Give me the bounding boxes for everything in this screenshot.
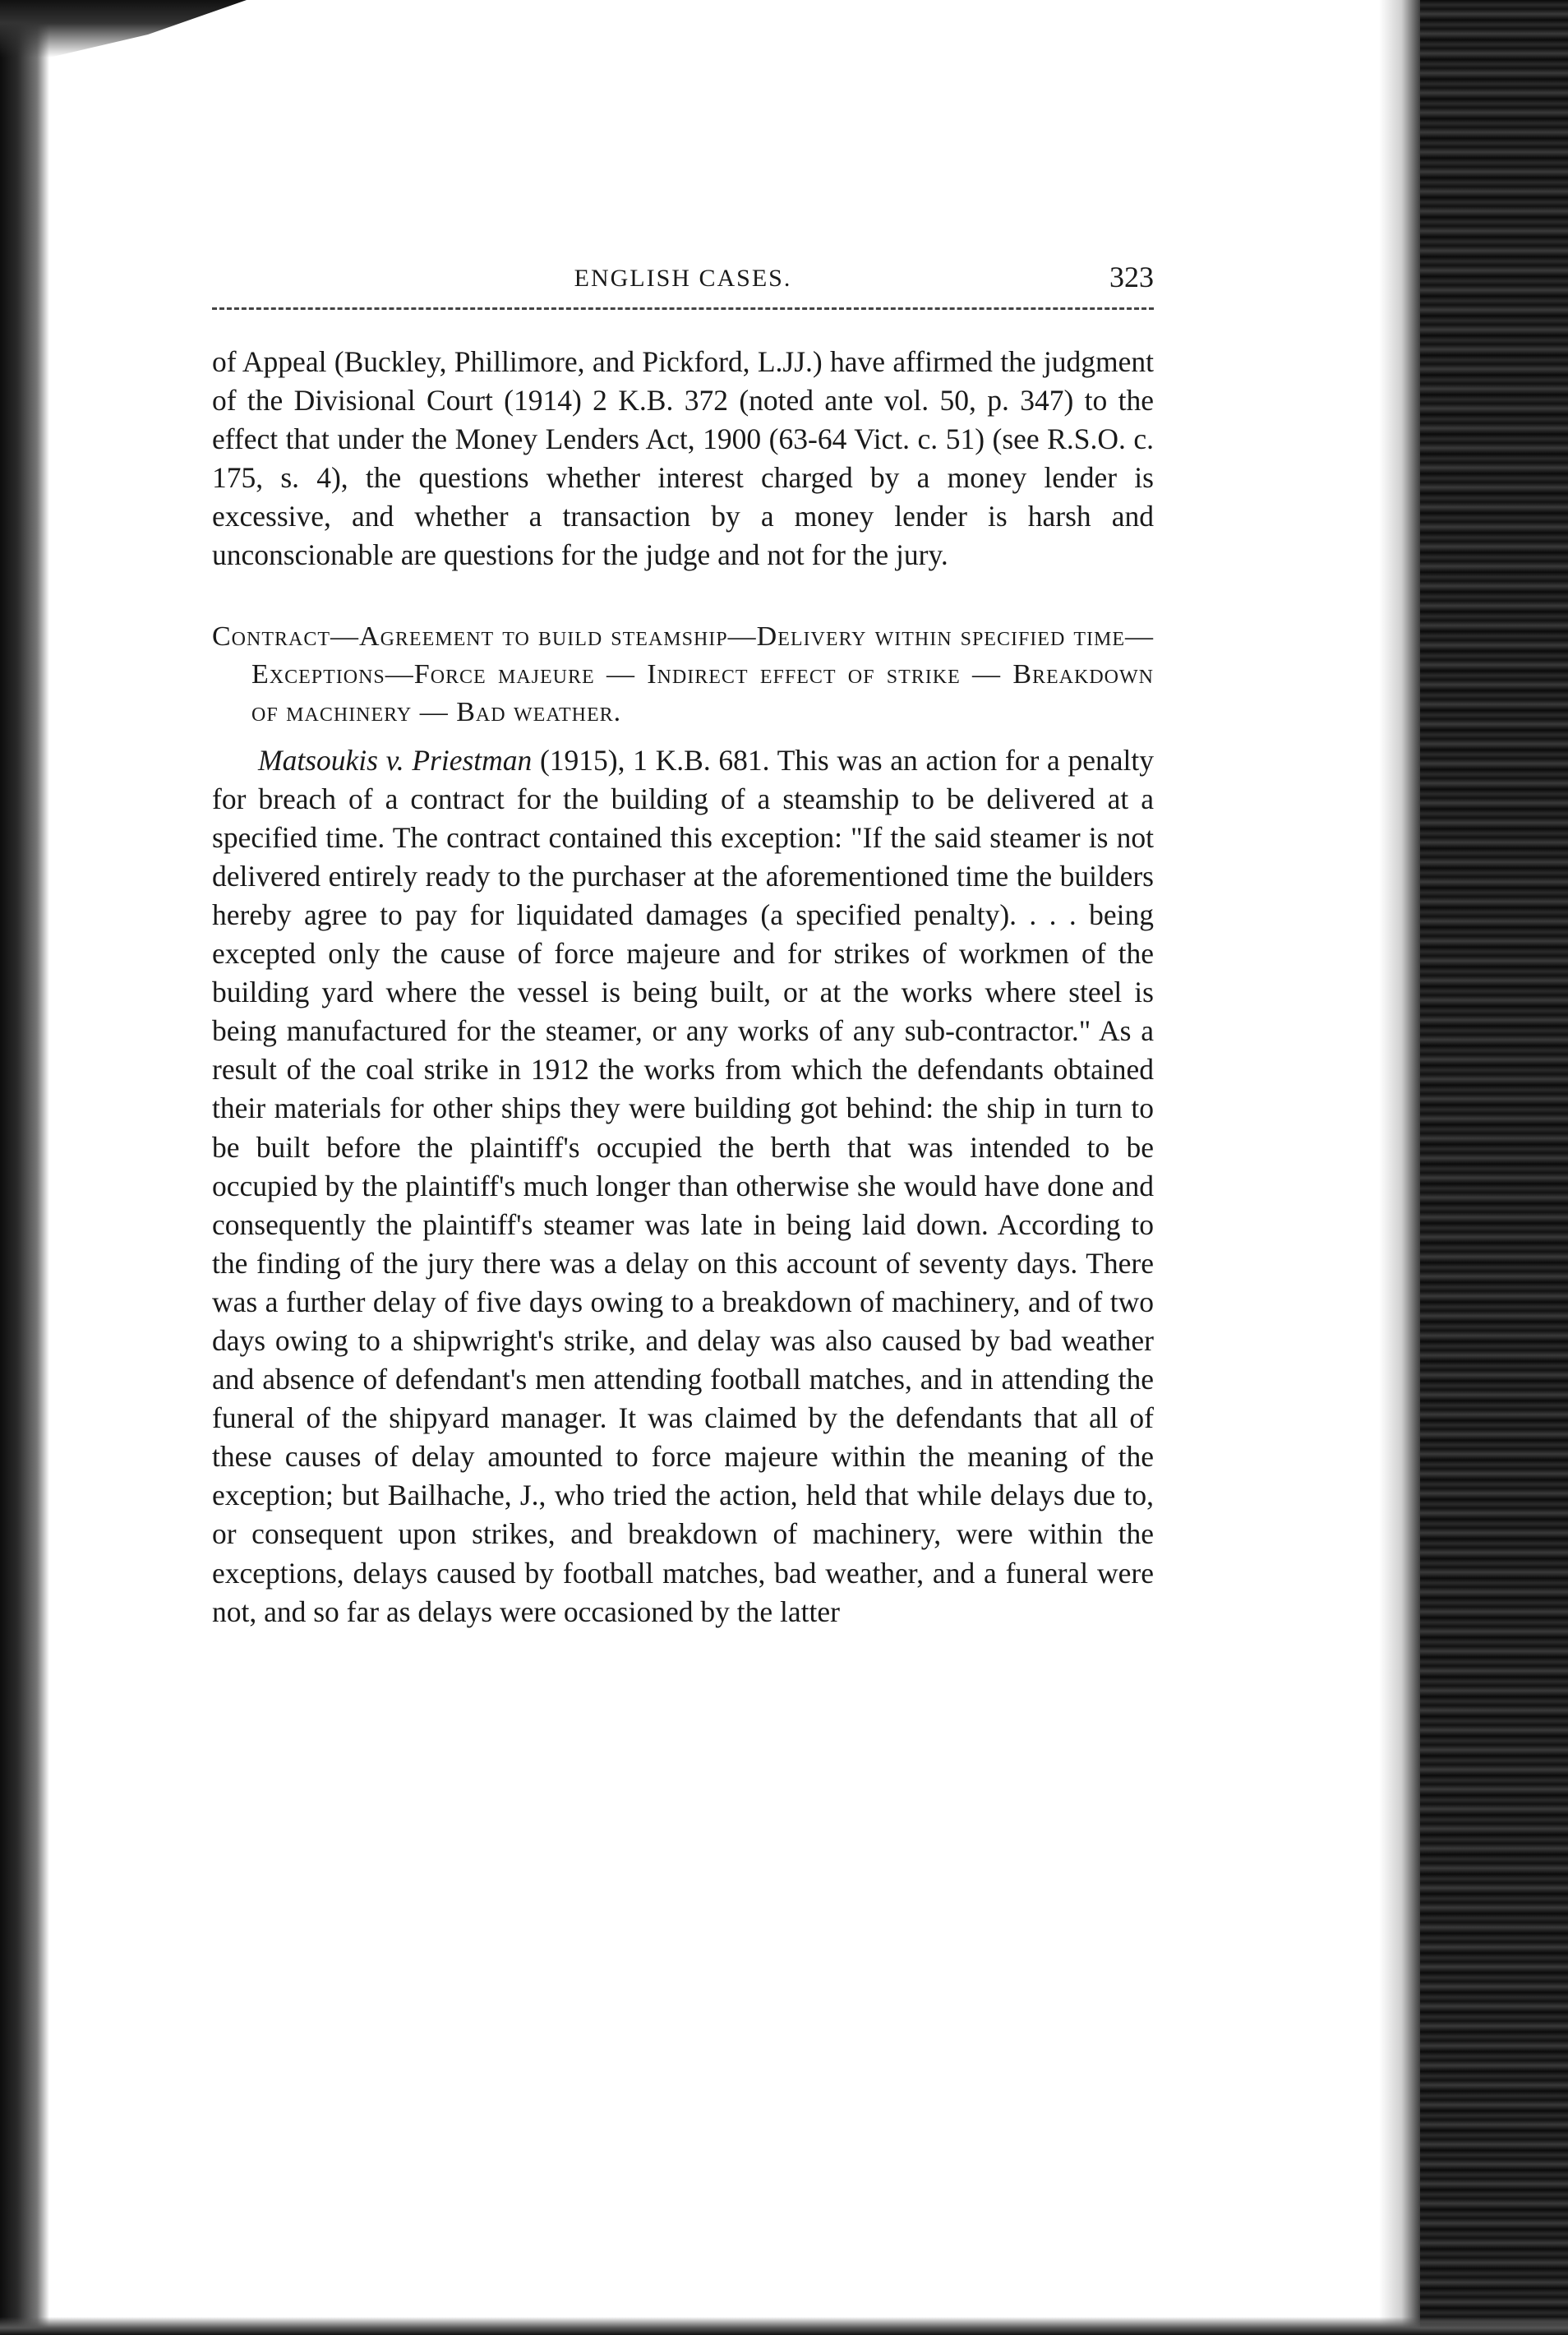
case-headnote: Contract—Agreement to build steamship—Delivery within specified time—Exceptions—Force majeure — Indirect effect of strike — Breakdown of machinery — Bad weather. bbox=[212, 621, 1154, 727]
scan-edge-left-top bbox=[0, 0, 247, 58]
scan-edge-right-fade bbox=[1379, 0, 1420, 2335]
running-title: ENGLISH CASES. bbox=[574, 265, 792, 292]
case-paragraph bbox=[212, 741, 1154, 1631]
page-number: 323 bbox=[1109, 261, 1154, 293]
case-name: Matsoukis v. Priestman bbox=[258, 743, 533, 777]
running-head bbox=[212, 255, 1154, 304]
header-rule bbox=[212, 307, 1154, 310]
case-citation: (1915), 1 K.B. 681. bbox=[532, 743, 777, 777]
book-page bbox=[212, 255, 1154, 1631]
case-body: This was an action for a penalty for breach of a contract for the building of a steamship to be delivered at a specified time. The contract contained this exception: "If the said steamer is not delivered entirely ready to the purchaser at the aforementioned time the builders hereby agree to pay for liquidated damages (a specified penalty). . . . being excepted only the cause of force majeure and for strikes of workmen of the building yard where the vessel is being built, or at the works where steel is being manufactured for the steamer, or any works of any sub-contractor." As a result of the coal strike in 1912 the works from which the defendants obtained their materials for other ships they were building got behind: the ship in turn to be built before the plaintiff's occupied the berth that was intended to be occupied by the plaintiff's much longer than otherwise she would have done and consequently the plaintiff's steamer was late in being laid down. According to the finding of the jury there was a delay on this account of seventy days. There was a further delay of five days owing to a breakdown of machinery, and of two days owing to a shipwright's strike, and delay was also caused by bad weather and absence of defendant's men attending football matches, and in attending the funeral of the shipyard manager. It was claimed by the defendants that all of these causes of delay amounted to force majeure within the meaning of the exception; but Bailhache, J., who tried the action, held that while delays due to, or consequent upon strikes, and breakdown of machinery, were within the exceptions, delays caused by football matches, bad weather, and a funeral were not, and so far as delays were occasioned by the latter bbox=[212, 743, 1154, 1628]
scan-edge-bottom bbox=[0, 2317, 1568, 2335]
scan-edge-right bbox=[1420, 0, 1568, 2335]
paragraph-continuation: of Appeal (Buckley, Phillimore, and Pickford, L.JJ.) have affirmed the judgment of the Divisional Court (1914) 2 K.B. 372 (noted ante vol. 50, p. 347) to the effect that under the Money Lenders Act, 1900 (63-64 Vict. c. 51) (see R.S.O. c. 175, s. 4), the questions whether interest charged by a money lender is excessive, and whether a transaction by a money lender is harsh and unconscionable are questions for the judge and not for the jury. bbox=[212, 345, 1154, 572]
scan-edge-left bbox=[0, 0, 49, 2335]
